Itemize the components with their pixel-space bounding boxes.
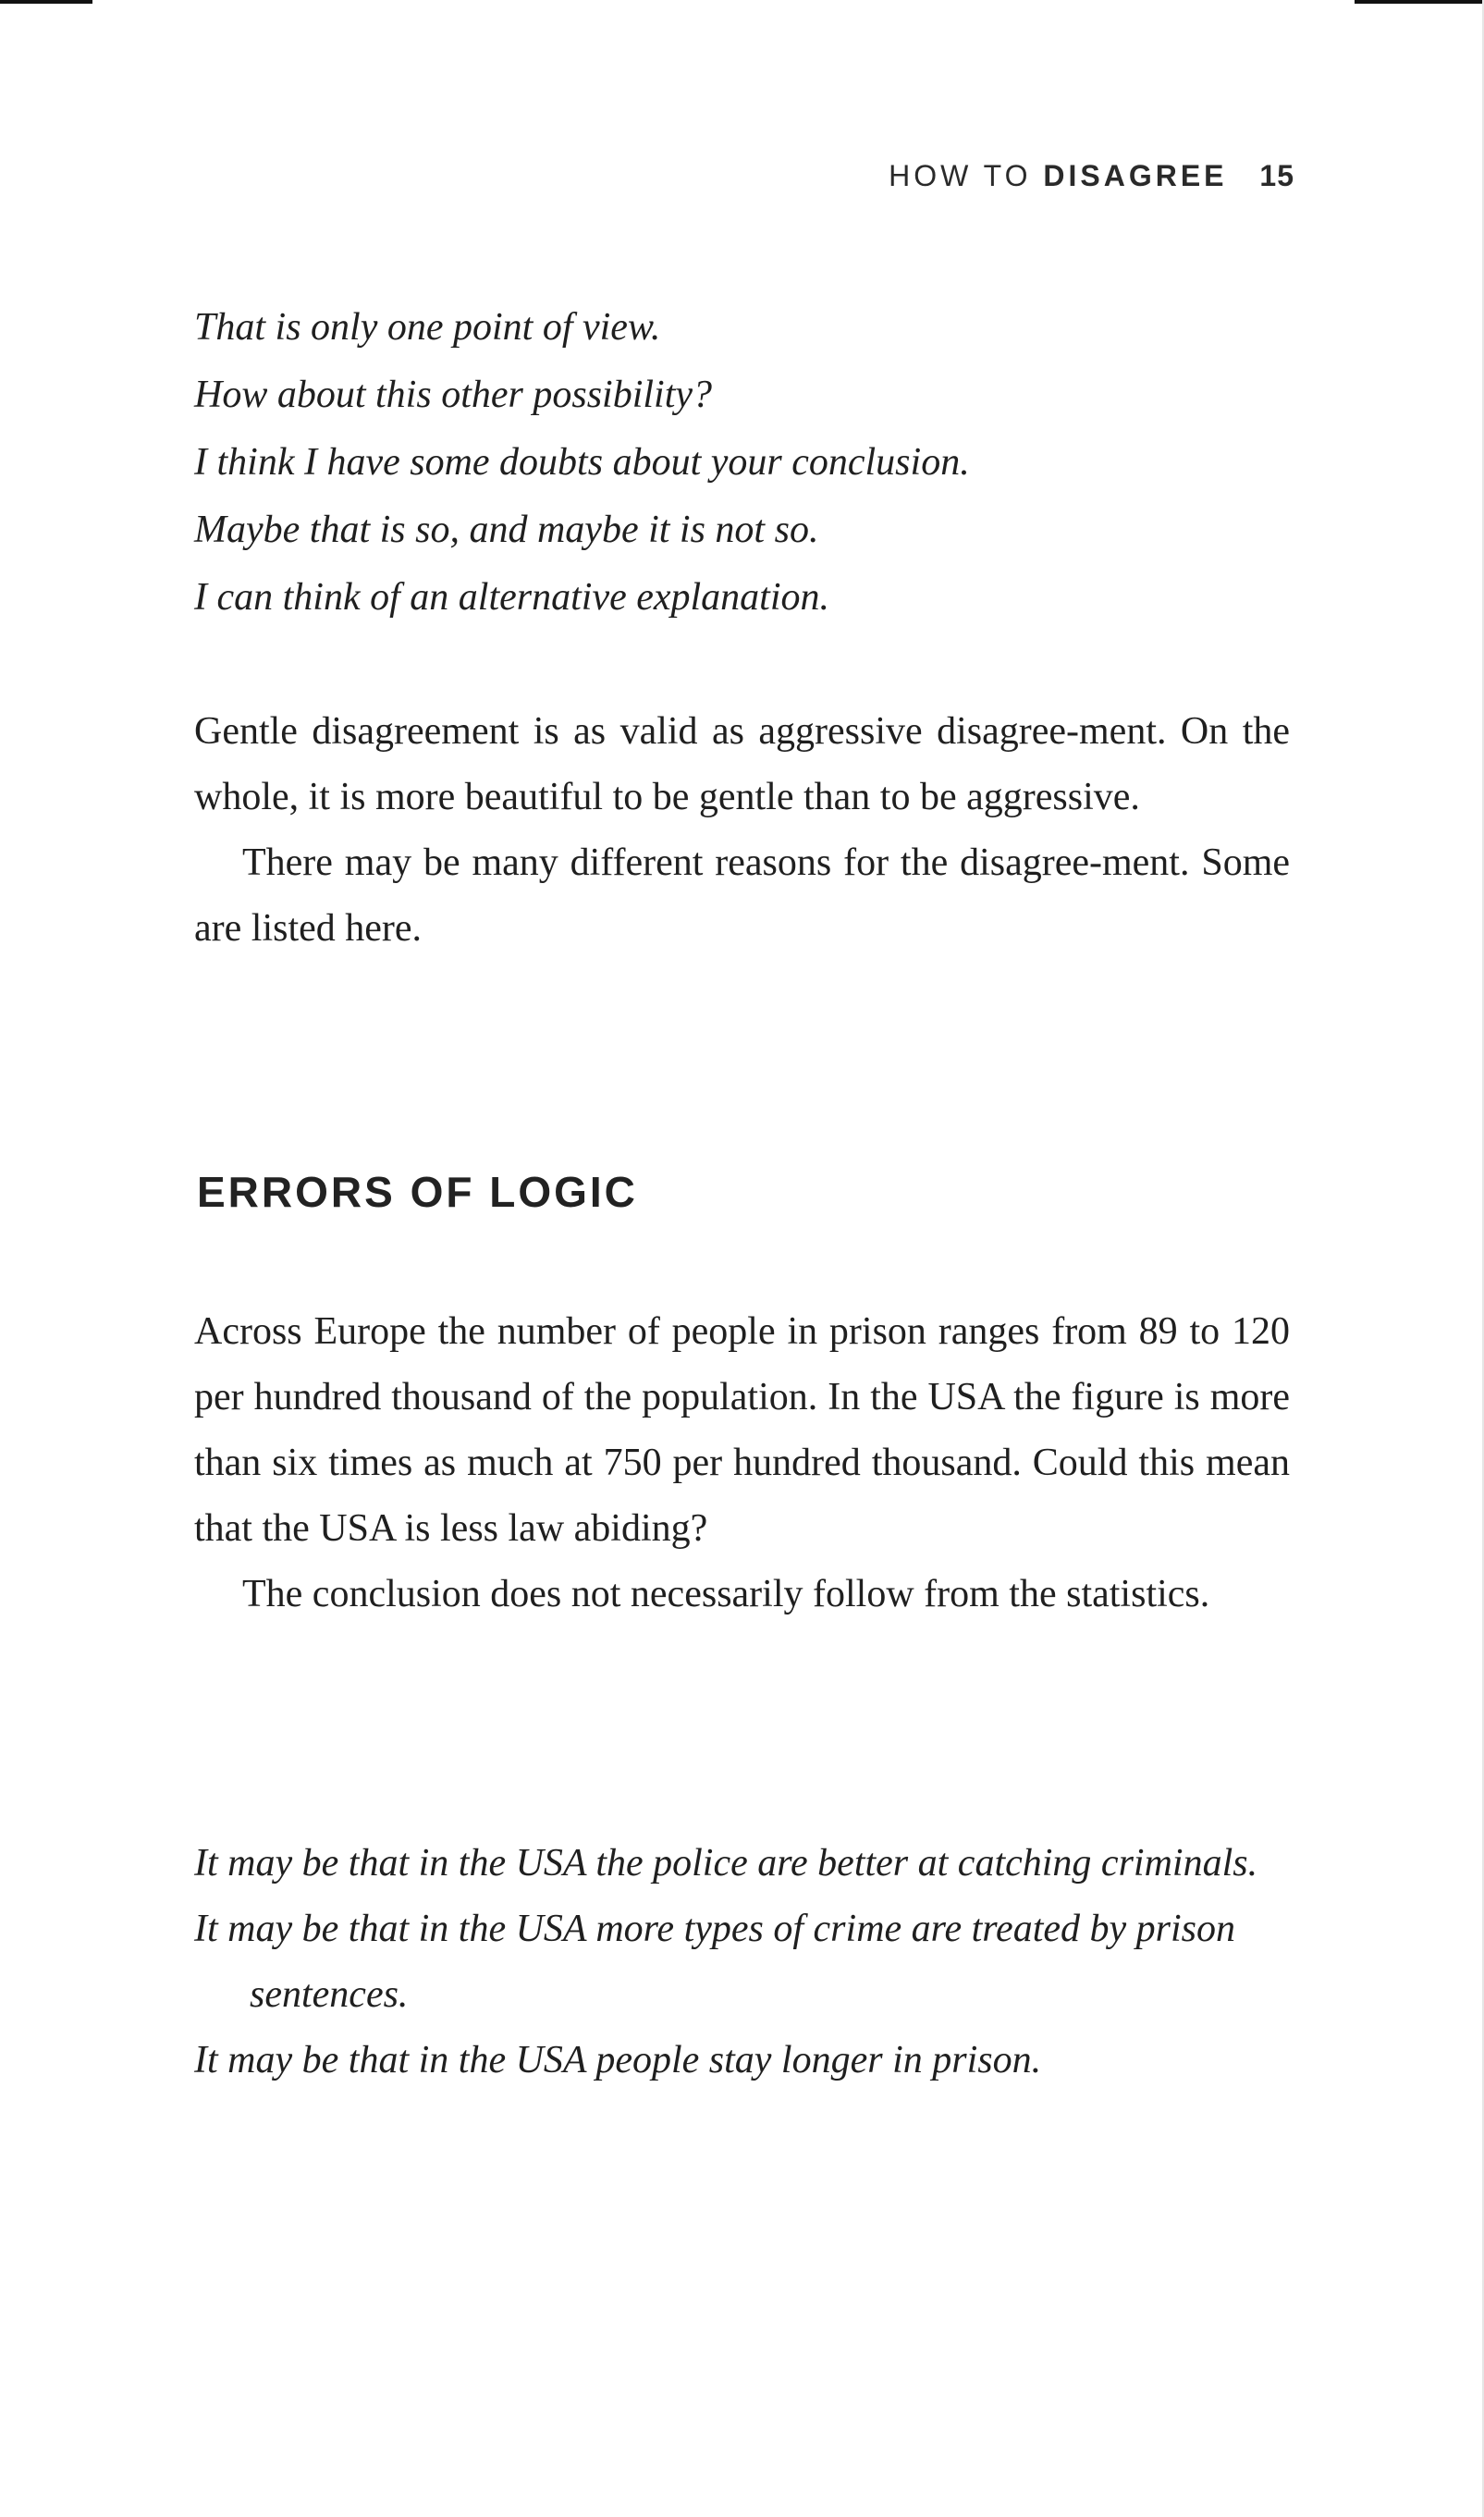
intro-phrase: I can think of an alternative explanation. [194,576,830,619]
running-head [889,159,1294,193]
paragraph-gentle-disagreement: Gentle disagreement is as valid as aggressive disagree-ment. On the whole, it is more beautiful to be gentle than to be aggressive. [194,710,1290,818]
possibility-item: It may be that in the USA the police are better at catching criminals. [194,1842,1258,1885]
intro-phrases [194,294,1290,632]
paragraph-conclusion: The conclusion does not necessarily follow from the statistics. [242,1573,1210,1615]
intro-phrase: That is only one point of view. [194,306,661,349]
paragraph-reasons: There may be many different reasons for the disagree-ment. Some are listed here. [194,841,1290,950]
intro-phrase: Maybe that is so, and maybe it is not so. [194,509,819,551]
running-head-prefix: HOW TO [889,159,1032,192]
section-heading: ERRORS OF LOGIC [197,1168,638,1216]
intro-phrase: I think I have some doubts about your conclusion. [194,441,970,484]
scan-edge-mark-left [0,0,92,4]
paragraph-prison-statistics: Across Europe the number of people in prison ranges from 89 to 120 per hundred thousand of the population. In the USA the figure is more than six times as much at 750 per hundred thousand. Could this mean that the USA is less law abiding? [194,1310,1290,1550]
intro-phrases-block [194,294,1290,632]
top-paragraphs-block [194,699,1290,962]
running-head-title: DISAGREE [1043,159,1228,192]
possibilities-list [194,1831,1290,2093]
possibilities-block [194,1831,1290,2093]
section-body-block [194,1299,1290,1627]
intro-phrase: How about this other possibility? [194,374,713,416]
page-number: 15 [1259,159,1294,192]
scan-edge-mark-right [1355,0,1484,4]
possibility-item: It may be that in the USA more types of crime are treated by prison sentences. [194,1908,1236,2016]
possibility-item: It may be that in the USA people stay longer in prison. [194,2039,1042,2081]
